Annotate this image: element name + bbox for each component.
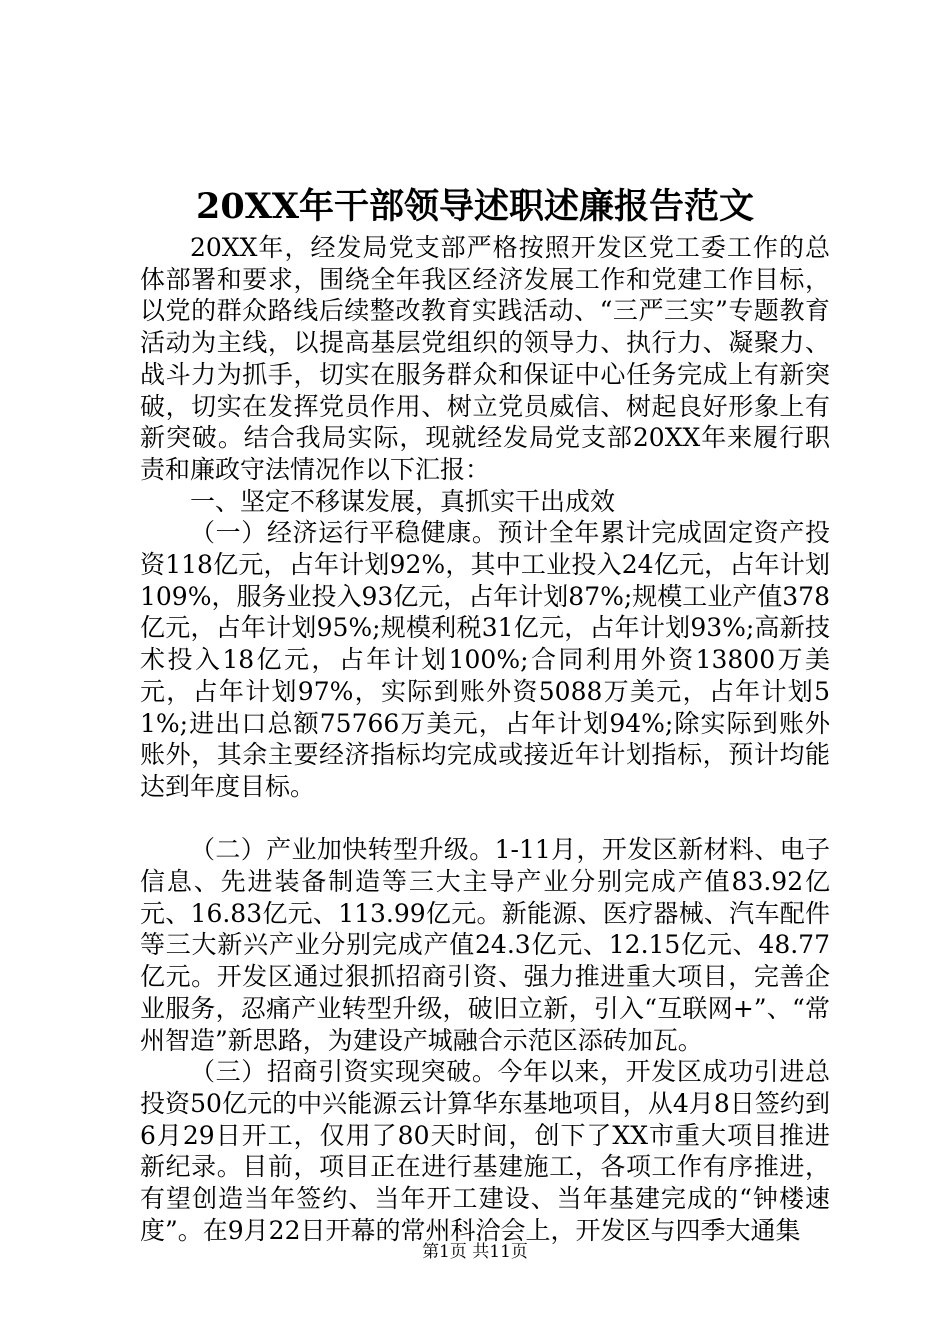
document-title: 20XX年干部领导述职述廉报告范文 bbox=[195, 186, 755, 227]
paragraph-economy: （一）经济运行平稳健康。预计全年累计完成固定资产投资118亿元，占年计划92%，其中工业投入24亿元，占年计划109%，服务业投入93亿元，占年计划87%;规模工业产值378亿元，占年计划95%;规模利税31亿元，占年计划93%;高新技术投入18亿元，占年计划100%;合同利用外资13800万美元，占年计划97%，实际到账外资5088万美元，占年计划51%;进出口总额75766万美元，占年计划94%;除实际到账外账外，其余主要经济指标均完成或接近年计划指标，预计均能达到年度目标。 bbox=[140, 518, 830, 801]
paragraph-intro: 20XX年，经发局党支部严格按照开发区党工委工作的总体部署和要求，围绕全年我区经济发展工作和党建工作目标，以党的群众路线后续整改教育实践活动、“三严三实”专题教育活动为主线，以提高基层党组织的领导力、执行力、凝聚力、战斗力为抓手，切实在服务群众和保证中心任务完成上有新突破，切实在发挥党员作用、树立党员威信、树起良好形象上有新突破。结合我局实际，现就经发局党支部20XX年来履行职责和廉政守法情况作以下汇报： bbox=[140, 233, 830, 484]
paragraph-industry: （二）产业加快转型升级。1-11月，开发区新材料、电子信息、先进装备制造等三大主导产业分别完成产值83.92亿元、16.83亿元、113.99亿元。新能源、医疗器械、汽车配件等三大新兴产业分别完成产值24.3亿元、12.15亿元、48.77亿元。开发区通过狠抓招商引资、强力推进重大项目，完善企业服务，忍痛产业转型升级，破旧立新，引入“互联网+”、“常州智造”新思路，为建设产城融合示范区添砖加瓦。 bbox=[140, 835, 830, 1055]
section-heading-1: 一、坚定不移谋发展，真抓实干出成效 bbox=[190, 486, 616, 516]
paragraph-investment: （三）招商引资实现突破。今年以来，开发区成功引进总投资50亿元的中兴能源云计算华东基地项目，从4月8日签约到6月29日开工，仅用了80天时间，创下了XX市重大项目推进新纪录。目前，项目正在进行基建施工，各项工作有序推进，有望创造当年签约、当年开工建设、当年基建完成的“钟楼速度”。在9月22日开幕的常州科洽会上，开发区与四季大通集 bbox=[140, 1057, 830, 1245]
page-footer: 第1页 共11页 bbox=[422, 1242, 528, 1262]
document-body bbox=[140, 232, 830, 1246]
